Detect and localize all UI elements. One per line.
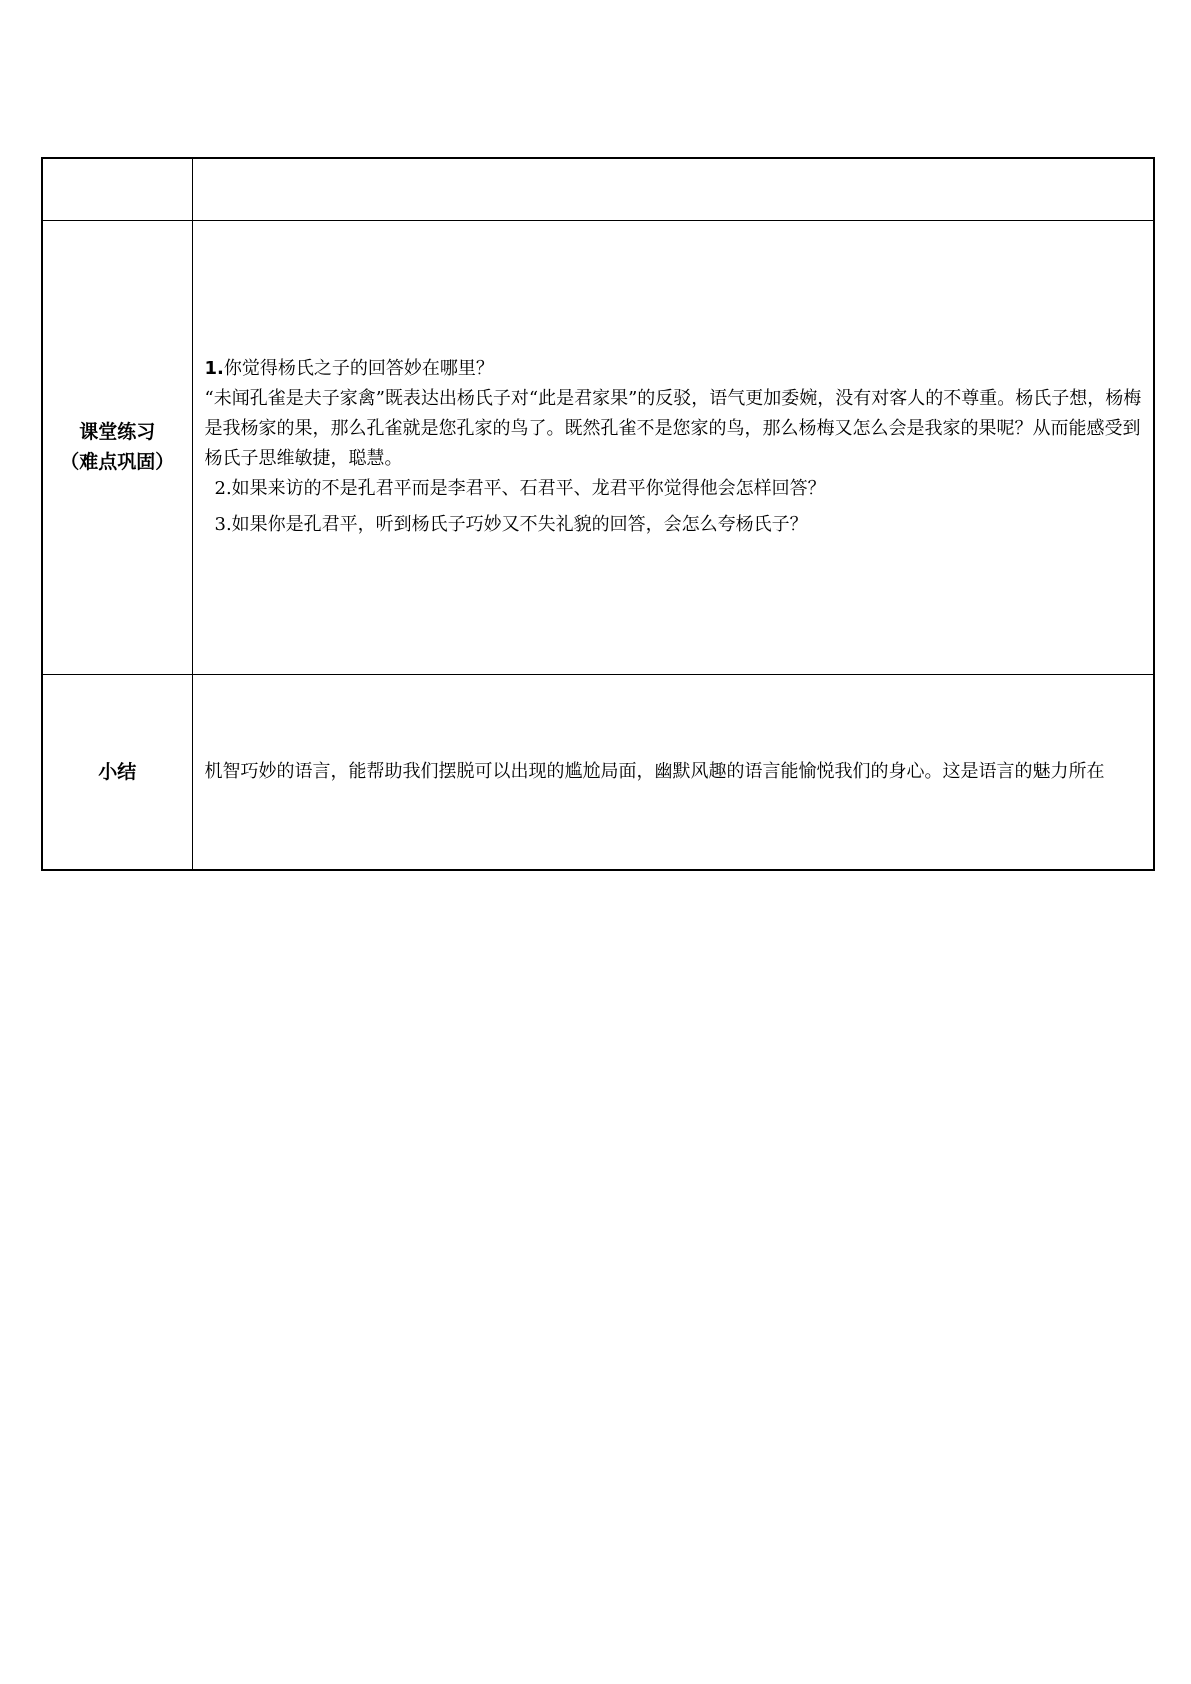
- table-row-summary: [42, 674, 1154, 870]
- top-content-cell: [192, 158, 1154, 220]
- summary-label-cell: 小结: [42, 674, 192, 870]
- practice-content-cell: [192, 220, 1154, 674]
- question-1: [205, 354, 1146, 384]
- question-1-answer: “未闻孔雀是夫子家禽”既表达出杨氏子对“此是君家果”的反驳，语气更加委婉，没有对客人的不尊重。杨氏子想，杨梅是我杨家的果，那么孔雀就是您孔家的鸟了。既然孔雀不是您家的鸟，那么杨梅又怎么会是我家的果呢？从而能感受到杨氏子思维敏捷，聪慧。: [204, 388, 1142, 469]
- table-row-top: [42, 158, 1154, 220]
- top-label-cell: [42, 158, 192, 220]
- summary-content-cell: 机智巧妙的语言，能帮助我们摆脱可以出现的尴尬局面，幽默风趣的语言能愉悦我们的身心。这是语言的魅力所在: [192, 674, 1154, 870]
- lesson-plan-table: [41, 157, 1155, 871]
- practice-label-cell: [42, 220, 192, 674]
- question-1-number: 1.: [204, 358, 224, 379]
- practice-sublabel: （难点巩固）: [60, 451, 175, 473]
- question-3: 3.如果你是孔君平，听到杨氏子巧妙又不失礼貌的回答，会怎么夸杨氏子？: [214, 514, 808, 535]
- practice-label: 课堂练习: [79, 421, 156, 443]
- table-row-practice: [42, 220, 1154, 674]
- question-1-text: 你觉得杨氏之子的回答妙在哪里？: [223, 358, 494, 379]
- question-2: 2.如果来访的不是孔君平而是李君平、石君平、龙君平你觉得他会怎样回答？: [214, 478, 826, 499]
